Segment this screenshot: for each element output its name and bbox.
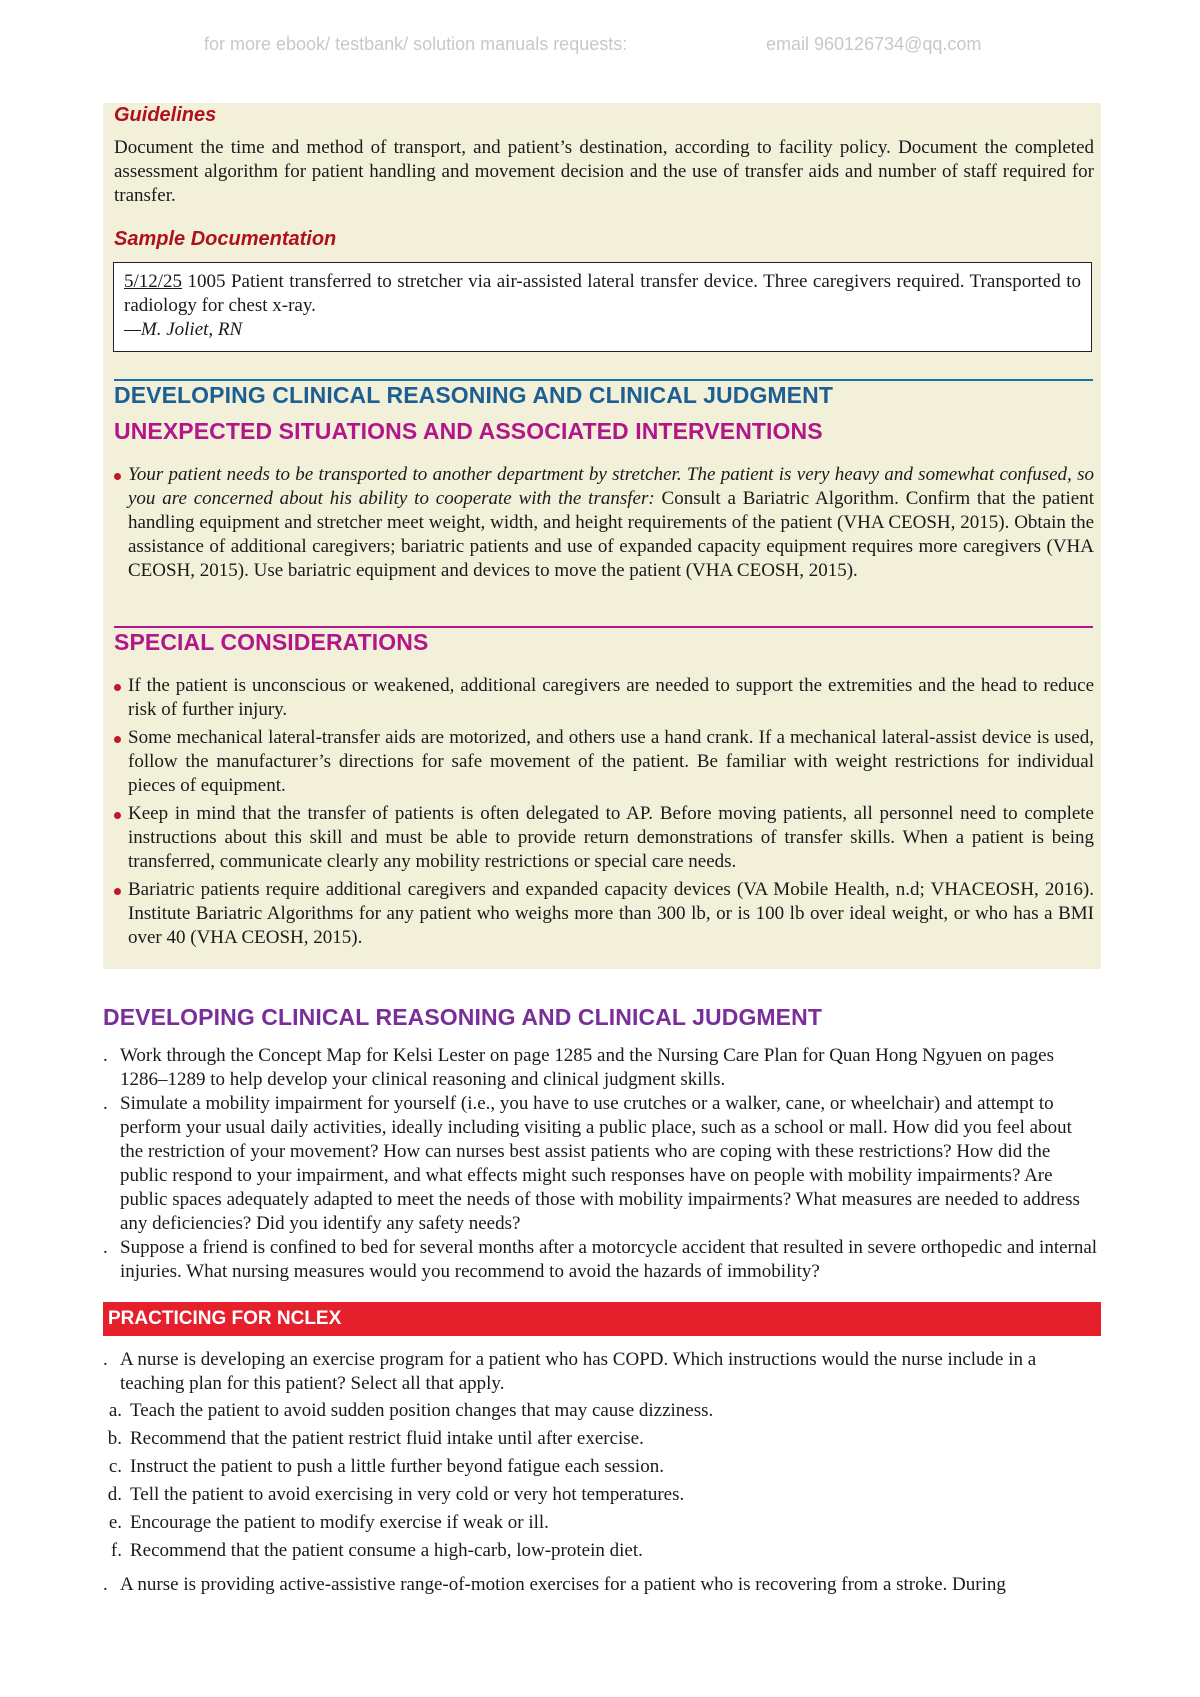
question-item [103, 1573, 1101, 1597]
question-marker: . [103, 1574, 108, 1595]
item-text: Work through the Concept Map for Kelsi Lester on page 1285 and the Nursing Care Plan for Quan Hong Ngyuen on pages 1286–1289 to help develop your clinical reasoning and clinical judgment skills. [120, 1045, 1055, 1090]
option-item [92, 1399, 1092, 1423]
header-request-text: for more ebook/ testbank/ solution manuals requests: [204, 34, 628, 54]
option-letter: f. [110, 1540, 122, 1561]
page-header [0, 34, 1200, 58]
question-text: A nurse is providing active-assistive range-of-motion exercises for a patient who is recovering from a stroke. During [120, 1574, 1006, 1595]
item-text: Suppose a friend is confined to bed for several months after a motorcycle accident that resulted in severe orthopedic and internal injuries. What nursing measures would you recommend to avoid the hazards of immobility? [120, 1237, 1098, 1282]
header-email-text: email 960126734@qq.com [766, 34, 982, 54]
item-text: Simulate a mobility impairment for yourself (i.e., you have to use crutches or a walker, cane, or wheelchair) and attempt to perform your usual daily activities, ideally including visiting a public place, such as a school or mall. How did you feel about the restriction of your movement? How can nurses best assist patients who are coping with these restrictions? How did the public respond to your impairment, and what effects might such responses have on people with mobility impairments? Are public spaces adequately adapted to meet the needs of those with mobility impairments? What measures are needed to address any deficiencies? Did you identify any safety needs? [120, 1093, 1080, 1234]
heading-clinical-reasoning-blue: DEVELOPING CLINICAL REASONING AND CLINICAL JUDGMENT [114, 382, 833, 408]
option-text: Recommend that the patient consume a high-carb, low-protein diet. [130, 1540, 643, 1561]
option-letter: a. [108, 1400, 122, 1421]
option-text: Instruct the patient to push a little further beyond fatigue each session. [130, 1456, 664, 1477]
list-item: If the patient is unconscious or weakened, additional caregivers are needed to support the extremities and the head to reduce risk of further injury. [114, 674, 1094, 722]
nclex-question-2 [103, 1573, 1101, 1597]
option-letter: c. [108, 1456, 122, 1477]
doc-text: 1005 Patient transferred to stretcher via air-assisted lateral transfer device. Three caregivers required. Transported to radiology for chest x-ray. [124, 271, 1081, 316]
list-item: Some mechanical lateral-transfer aids are motorized, and others use a hand crank. If a mechanical lateral-assist device is used, follow the manufacturer’s directions for safe movement of the patient. Be familiar with weight restrictions for individual pieces of equipment. [114, 726, 1094, 798]
option-item [92, 1539, 1092, 1563]
heading-special-considerations: SPECIAL CONSIDERATIONS [114, 629, 429, 655]
list-item [103, 1044, 1098, 1092]
item-marker: . [103, 1045, 108, 1066]
clinical-reasoning-list [103, 1044, 1098, 1284]
option-item [92, 1483, 1092, 1507]
unexpected-list [114, 463, 1094, 587]
intervention-text: Consult a Bariatric Algorithm. Confirm that the patient handling equipment and stretcher meet weight, width, and height requirements of the patient (VHA CEOSH, 2015). Obtain the assistance of additional caregivers; bariatric patients and use of expanded capacity equipment requires more caregivers (VHA CEOSH, 2015). Use bariatric equipment and devices to move the patient (VHA CEOSH, 2015). [128, 488, 1095, 581]
item-marker: . [103, 1093, 108, 1114]
option-item [92, 1427, 1092, 1451]
option-text: Tell the patient to avoid exercising in very cold or very hot temperatures. [130, 1484, 685, 1505]
doc-signature: —M. Joliet, RN [124, 319, 243, 340]
option-text: Recommend that the patient restrict fluid intake until after exercise. [130, 1428, 644, 1449]
nclex-section-bar: PRACTICING FOR NCLEX [103, 1302, 1101, 1336]
nclex-options-list [92, 1399, 1092, 1567]
sample-documentation-label: Sample Documentation [114, 228, 337, 250]
question-marker: . [103, 1349, 108, 1370]
option-text: Teach the patient to avoid sudden position changes that may cause dizziness. [130, 1400, 714, 1421]
nclex-question-1 [103, 1348, 1101, 1396]
option-letter: b. [107, 1428, 122, 1449]
question-text: A nurse is developing an exercise program for a patient who has COPD. Which instructions would the nurse include in a teaching plan for this patient? Select all that apply. [120, 1349, 1037, 1394]
option-letter: d. [107, 1484, 122, 1505]
guidelines-text: Document the time and method of transport, and patient’s destination, according to facility policy. Document the completed assessment algorithm for patient handling and movement decision and the use of transfer aids and number of staff required for transfer. [114, 137, 1094, 206]
list-item [114, 463, 1094, 583]
special-considerations-list [114, 674, 1094, 954]
option-letter: e. [108, 1512, 122, 1533]
item-marker: . [103, 1237, 108, 1258]
doc-date: 5/12/25 [124, 271, 183, 292]
sample-documentation-box [113, 262, 1092, 352]
list-item: Keep in mind that the transfer of patients is often delegated to AP. Before moving patients, all personnel need to complete instructions about this skill and must be able to provide return demonstrations of transfer skills. When a patient is being transferred, communicate clearly any mobility restrictions or special care needs. [114, 802, 1094, 874]
option-item [92, 1455, 1092, 1479]
question-item [103, 1348, 1101, 1396]
option-item [92, 1511, 1092, 1535]
heading-clinical-reasoning-purple: DEVELOPING CLINICAL REASONING AND CLINICAL JUDGMENT [103, 1004, 822, 1030]
guidelines-label: Guidelines [114, 104, 217, 126]
option-text: Encourage the patient to modify exercise if weak or ill. [130, 1512, 549, 1533]
heading-unexpected-situations: UNEXPECTED SITUATIONS AND ASSOCIATED INTERVENTIONS [114, 418, 823, 444]
scenario-text: Your patient needs to be transported to another department by stretcher. The patient is very heavy and somewhat confused, so you are concerned about his ability to cooperate with the transfer: [128, 464, 1094, 509]
section-divider-magenta [114, 626, 1093, 628]
list-item: Bariatric patients require additional caregivers and expanded capacity devices (VA Mobile Health, n.d; VHACEOSH, 2016). Institute Bariatric Algorithms for any patient who weighs more than 300 lb, or is 100 lb over ideal weight, or who has a BMI over 40 (VHA CEOSH, 2015). [114, 878, 1094, 950]
list-item [103, 1236, 1098, 1284]
section-divider-blue [114, 379, 1093, 381]
list-item [103, 1092, 1098, 1236]
